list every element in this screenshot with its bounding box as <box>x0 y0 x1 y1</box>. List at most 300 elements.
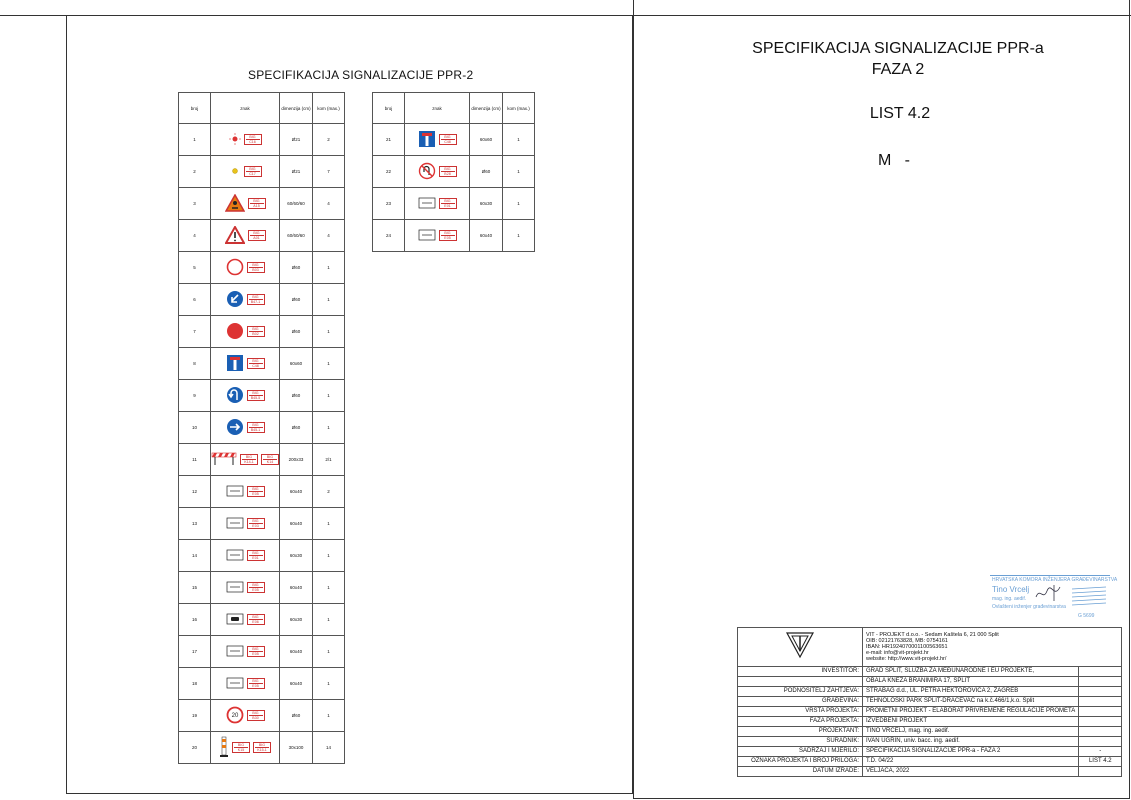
sign-code-prefix: BIG <box>252 615 259 619</box>
sign-code-tag <box>247 646 265 657</box>
title-block-row <box>738 737 1122 747</box>
header-sign: znak <box>211 93 280 124</box>
title-block-value: IZVEDBENI PROJEKT <box>863 717 1079 727</box>
sign-code-prefix: BIG <box>237 743 245 747</box>
row-number: 13 <box>179 508 211 540</box>
title-block-row <box>738 687 1122 697</box>
sign-cell <box>211 124 280 156</box>
stamp-chamber: HRVATSKA KOMORA INŽENJERA GRAĐEVINARSTVA <box>992 577 1118 583</box>
row-quantity: 1 <box>313 668 345 700</box>
sign-code-tag <box>247 582 265 593</box>
title-block-row <box>738 677 1122 687</box>
sign-code: B02 <box>249 331 263 336</box>
sign-code-prefix: BIG <box>444 231 451 235</box>
stamp-rule <box>990 575 1110 576</box>
row-dimension: 60x30 <box>280 604 313 636</box>
sign-code-prefix: BIG <box>252 679 259 683</box>
title-block-value: GRAD SPLIT, SLUŽBA ZA MEĐUNARODNE I EU PROJEKTE, <box>863 667 1079 677</box>
sign-code-tag <box>247 390 265 401</box>
row-number: 23 <box>373 188 405 220</box>
row-quantity: 1 <box>503 220 535 252</box>
row-quantity: 2 <box>313 476 345 508</box>
barrier-icon <box>211 452 237 467</box>
header-no: broj <box>373 93 405 124</box>
table-row <box>179 700 345 732</box>
stamp-title: mag. ing. aedif. <box>992 596 1027 602</box>
sign-code-tag <box>247 262 265 273</box>
row-number: 24 <box>373 220 405 252</box>
sign-code-prefix: BIG <box>252 583 259 587</box>
table-row <box>179 124 345 156</box>
title-block-extra <box>1079 667 1122 677</box>
company-logo-icon <box>784 630 816 660</box>
sheet-title-line2: FAZA 2 <box>871 61 925 78</box>
row-dimension: 60x40 <box>280 572 313 604</box>
title-block-label: PODNOSITELJ ZAHTJEVA: <box>738 687 863 697</box>
row-number: 4 <box>179 220 211 252</box>
spec-table-right <box>372 92 535 252</box>
row-number: 15 <box>179 572 211 604</box>
company-line: website: http://www.vit-projekt.hr/ <box>866 656 947 662</box>
row-dimension: 60x60 <box>280 348 313 380</box>
row-dimension: Ø60 <box>280 380 313 412</box>
sign-code-tag <box>439 134 457 145</box>
sign-code-tag <box>247 614 265 625</box>
sign-code: E05 <box>441 235 455 240</box>
row-quantity: 4 <box>313 220 345 252</box>
title-block-label: INVESTITOR: <box>738 667 863 677</box>
sign-code: A01 <box>250 235 264 240</box>
warning-triangle-icon <box>225 226 245 245</box>
sign-code-tag <box>439 198 457 209</box>
sign-code-prefix: BIG <box>252 359 259 363</box>
header-sign: znak <box>405 93 470 124</box>
company-line: VIT - PROJEKT d.o.o. - Sedam Kaštela 6, 21 000 Split <box>866 632 999 638</box>
sign-code-prefix: BIG <box>252 263 259 267</box>
dead-end-sign-icon <box>226 354 244 373</box>
row-dimension: Ø60 <box>280 700 313 732</box>
row-dimension: 60x40 <box>280 476 313 508</box>
right-arrow-circle-icon <box>226 418 244 437</box>
sign-code-tag <box>253 742 271 753</box>
sign-code-tag <box>439 230 457 241</box>
table-row <box>179 316 345 348</box>
title-block-value: SPECIFIKACIJA SIGNALIZACIJE PPR-a - FAZA 2 <box>863 747 1079 757</box>
table-row <box>179 540 345 572</box>
table-header-row <box>373 93 535 124</box>
supplement-plate-icon <box>226 677 244 690</box>
row-quantity: 1 <box>503 156 535 188</box>
sign-code-prefix: BIG <box>252 711 259 715</box>
table-row <box>179 732 345 764</box>
supplement-plate-icon <box>226 517 244 530</box>
sign-code-tag <box>439 166 457 177</box>
no-u-turn-icon <box>418 162 436 181</box>
row-dimension: 60x30 <box>470 188 503 220</box>
row-quantity: 1 <box>313 316 345 348</box>
bollard-icon <box>219 736 229 759</box>
row-quantity: 1 <box>503 124 535 156</box>
title-block-value: STRABAG d.d., UL. PETRA HEKTOROVIĆA 2, ZAGREB <box>863 687 1079 697</box>
keep-left-arrow-icon <box>226 290 244 309</box>
sign-code: K15 <box>234 747 248 752</box>
sign-code-prefix: BIG <box>252 423 259 427</box>
row-number: 6 <box>179 284 211 316</box>
sign-code: C17 <box>246 171 260 176</box>
left-sheet-frame <box>66 15 633 794</box>
row-number: 1 <box>179 124 211 156</box>
spec-table-left <box>178 92 345 764</box>
row-number: 9 <box>179 380 211 412</box>
sign-cell <box>211 156 280 188</box>
sign-cell <box>405 156 470 188</box>
row-quantity: 1 <box>313 252 345 284</box>
sign-code: E05 <box>249 651 263 656</box>
stamp-emblem-icon <box>1070 583 1108 611</box>
title-block-label: GRAĐEVINA: <box>738 697 863 707</box>
small-red-light-icon <box>229 133 241 146</box>
sign-code: C48 <box>441 139 455 144</box>
company-line: IBAN: HR1924070001100563651 <box>866 644 948 650</box>
sign-code: E05 <box>249 491 263 496</box>
sign-code: B03 <box>249 267 263 272</box>
dead-end-sign-icon <box>418 130 436 149</box>
table-title: SPECIFIKACIJA SIGNALIZACIJE PPR-2 <box>248 68 474 82</box>
row-dimension: 60/60/60 <box>280 188 313 220</box>
header-quantity: kom (max.) <box>503 93 535 124</box>
title-block-value: TEHNOLOŠKI PARK SPLIT-DRAČEVAC na k.č.466/1,k.o. Split <box>863 697 1079 707</box>
table-header-row <box>179 93 345 124</box>
sign-code-tag <box>247 294 265 305</box>
header-dimension: dimenzija (cm) <box>280 93 313 124</box>
table-row <box>373 220 535 252</box>
header-quantity: kom (max.) <box>313 93 345 124</box>
table-row <box>179 508 345 540</box>
company-row <box>738 628 1122 667</box>
title-block-row <box>738 667 1122 677</box>
row-number: 19 <box>179 700 211 732</box>
scale-label: M - <box>878 152 910 169</box>
sign-code: B45-1 <box>249 427 263 432</box>
sign-code-tag <box>247 326 265 337</box>
row-quantity: 1 <box>313 508 345 540</box>
sign-code: K14-1 <box>242 459 256 464</box>
sign-code-tag <box>247 358 265 369</box>
sign-code-prefix: BIG <box>252 391 259 395</box>
sign-code-prefix: BIG <box>252 551 259 555</box>
row-number: 22 <box>373 156 405 188</box>
title-block-extra: LIST 4.2 <box>1079 757 1122 767</box>
sign-cell <box>211 508 280 540</box>
title-block-extra <box>1079 707 1122 717</box>
supplement-plate-icon <box>418 229 436 242</box>
sign-code-prefix: BIG <box>245 455 253 459</box>
title-block-extra <box>1079 727 1122 737</box>
sign-cell <box>211 668 280 700</box>
company-line: e-mail: info@vit-projekt.hr <box>866 650 929 656</box>
row-dimension: 60x60 <box>470 124 503 156</box>
title-block <box>737 627 1122 777</box>
no-entry-circle-icon <box>226 258 244 277</box>
header-no: broj <box>179 93 211 124</box>
title-block-extra <box>1079 717 1122 727</box>
stop-circle-icon <box>226 322 244 341</box>
table-row <box>179 348 345 380</box>
row-quantity: 1 <box>313 572 345 604</box>
table-row <box>373 124 535 156</box>
sign-cell <box>211 636 280 668</box>
title-block-extra: - <box>1079 747 1122 757</box>
title-block-row <box>738 717 1122 727</box>
row-quantity: 1 <box>503 188 535 220</box>
sign-code: E05 <box>249 587 263 592</box>
sign-code: A15 <box>250 203 264 208</box>
u-turn-arrow-icon <box>226 386 244 405</box>
stamp-name: Tino Vrcelj <box>992 585 1030 594</box>
sign-code: B45-5 <box>249 395 263 400</box>
table-row <box>179 252 345 284</box>
sign-code-tag <box>247 710 265 721</box>
sign-code: E05 <box>249 683 263 688</box>
title-block-label: SURADNIK: <box>738 737 863 747</box>
roadworks-sign-icon <box>225 194 245 213</box>
title-block-value: IVAN UGRIN, univ. bacc. ing. aedif. <box>863 737 1079 747</box>
row-number: 2 <box>179 156 211 188</box>
title-block-row <box>738 767 1122 777</box>
sign-code-prefix: BIG <box>252 295 259 299</box>
table-row <box>179 668 345 700</box>
row-quantity: 1 <box>313 700 345 732</box>
title-block-value: OBALA KNEZA BRANIMIRA 17, SPLIT <box>863 677 1079 687</box>
table-row <box>179 412 345 444</box>
sign-code-prefix: BIG <box>249 135 256 139</box>
row-dimension: Ø60 <box>280 252 313 284</box>
sign-code-tag <box>248 198 266 209</box>
sign-code: C16 <box>246 139 260 144</box>
sign-code-prefix: BIG <box>444 199 451 203</box>
title-block-extra <box>1079 687 1122 697</box>
row-dimension: Ø60 <box>470 156 503 188</box>
stamp-authorized: Ovlašteni inženjer građevinarstva <box>992 604 1066 610</box>
title-block-value: TINO VRCELJ, mag. ing. aedif. <box>863 727 1079 737</box>
sign-cell <box>211 444 280 476</box>
table-row <box>373 188 535 220</box>
row-quantity: 1 <box>313 348 345 380</box>
sign-cell <box>211 540 280 572</box>
row-number: 20 <box>179 732 211 764</box>
row-number: 17 <box>179 636 211 668</box>
row-quantity: 2/1 <box>313 444 345 476</box>
row-quantity: 14 <box>313 732 345 764</box>
sheet-title <box>634 38 1131 80</box>
row-dimension: 60x30 <box>280 540 313 572</box>
sign-code-tag <box>247 422 265 433</box>
row-dimension: Ø60 <box>280 284 313 316</box>
row-quantity: 1 <box>313 284 345 316</box>
row-number: 14 <box>179 540 211 572</box>
title-block-row <box>738 707 1122 717</box>
row-dimension: Ø21 <box>280 124 313 156</box>
row-dimension: 30x100 <box>280 732 313 764</box>
row-number: 16 <box>179 604 211 636</box>
sign-code-prefix: BIG <box>252 647 259 651</box>
row-number: 5 <box>179 252 211 284</box>
row-dimension: Ø60 <box>280 412 313 444</box>
sign-code-tag <box>244 134 262 145</box>
table-row <box>179 188 345 220</box>
sign-code: K14 <box>263 459 277 464</box>
sign-code-prefix: BIG <box>266 455 274 459</box>
row-quantity: 1 <box>313 380 345 412</box>
sign-code-tag <box>244 166 262 177</box>
sign-code-prefix: BIG <box>258 743 266 747</box>
table-row <box>179 636 345 668</box>
row-dimension: 60x40 <box>280 668 313 700</box>
row-number: 3 <box>179 188 211 220</box>
title-block-extra <box>1079 677 1122 687</box>
supplement-plate-icon <box>226 485 244 498</box>
sign-cell <box>211 348 280 380</box>
table-row <box>179 444 345 476</box>
sign-code-prefix: BIG <box>444 167 451 171</box>
sign-code-tag <box>247 550 265 561</box>
sign-code: B47-1 <box>249 299 263 304</box>
row-dimension: 60x40 <box>280 508 313 540</box>
title-block-label: PROJEKTANT: <box>738 727 863 737</box>
row-number: 7 <box>179 316 211 348</box>
sign-cell <box>211 700 280 732</box>
sign-code: C48 <box>249 363 263 368</box>
row-number: 10 <box>179 412 211 444</box>
sign-code: B28 <box>441 171 455 176</box>
table-row <box>179 380 345 412</box>
engineer-stamp <box>990 575 1118 623</box>
sign-cell <box>211 572 280 604</box>
sign-code-prefix: BIG <box>252 519 259 523</box>
title-block-extra <box>1079 697 1122 707</box>
row-quantity: 1 <box>313 412 345 444</box>
row-quantity: 7 <box>313 156 345 188</box>
sign-cell <box>211 220 280 252</box>
sign-code-prefix: BIG <box>253 199 260 203</box>
row-quantity: 2 <box>313 124 345 156</box>
row-quantity: 4 <box>313 188 345 220</box>
sign-cell <box>211 412 280 444</box>
row-dimension: 60x40 <box>470 220 503 252</box>
header-dimension: dimenzija (cm) <box>470 93 503 124</box>
sign-cell <box>211 284 280 316</box>
sign-code-tag <box>247 678 265 689</box>
row-dimension: 60x40 <box>280 636 313 668</box>
sign-cell <box>211 316 280 348</box>
sign-cell <box>211 604 280 636</box>
title-block-row <box>738 727 1122 737</box>
row-number: 21 <box>373 124 405 156</box>
table-row <box>179 476 345 508</box>
sheet-number: LIST 4.2 <box>869 105 931 122</box>
title-block-row <box>738 697 1122 707</box>
stamp-number: G 5699 <box>1078 613 1095 619</box>
sheet-title-line1: SPECIFIKACIJA SIGNALIZACIJE PPR-a <box>752 40 1044 57</box>
title-block-label: VRSTA PROJEKTA: <box>738 707 863 717</box>
sign-code: E03 <box>249 523 263 528</box>
sign-cell <box>211 252 280 284</box>
table-row <box>179 604 345 636</box>
row-dimension: Ø21 <box>280 156 313 188</box>
title-block-label <box>738 677 863 687</box>
table-row <box>179 284 345 316</box>
sign-cell <box>211 188 280 220</box>
sign-cell <box>405 220 470 252</box>
row-dimension: 60/60/60 <box>280 220 313 252</box>
supplement-plate-icon <box>226 645 244 658</box>
signature-icon <box>1034 583 1062 603</box>
row-number: 12 <box>179 476 211 508</box>
title-block-label: OZNAKA PROJEKTA I BROJ PRILOGA: <box>738 757 863 767</box>
supplement-plate-icon <box>226 549 244 562</box>
sign-code-tag <box>248 230 266 241</box>
sign-code-tag <box>240 454 258 465</box>
sign-code: E01 <box>441 203 455 208</box>
small-yellow-light-icon <box>229 165 241 178</box>
title-block-extra <box>1079 767 1122 777</box>
sign-code: B30 <box>249 715 263 720</box>
car-plate-icon <box>226 613 244 626</box>
title-block-row <box>738 757 1122 767</box>
supplement-plate-icon <box>226 581 244 594</box>
table-row <box>179 572 345 604</box>
sign-code-prefix: BIG <box>249 167 256 171</box>
title-block-value: VELJAČA, 2022 <box>863 767 1079 777</box>
sign-code-prefix: BIG <box>253 231 260 235</box>
sign-code-tag <box>261 454 279 465</box>
title-block-label: SADRŽAJ I MJERILO: <box>738 747 863 757</box>
title-block-value: T.D. 04/22 <box>863 757 1079 767</box>
table-row <box>179 156 345 188</box>
company-line: OIB: 02121763828, MB: 0754161 <box>866 638 948 644</box>
company-logo-cell <box>738 628 863 667</box>
row-number: 18 <box>179 668 211 700</box>
sign-code-prefix: BIG <box>252 327 259 331</box>
row-dimension: 200x33 <box>280 444 313 476</box>
sign-code-tag <box>232 742 250 753</box>
title-block-label: DATUM IZRADE: <box>738 767 863 777</box>
sign-cell <box>211 380 280 412</box>
sign-code: K15-1 <box>255 747 269 752</box>
row-number: 11 <box>179 444 211 476</box>
sign-cell <box>211 476 280 508</box>
title-block-label: FAZA PROJEKTA: <box>738 717 863 727</box>
row-quantity: 1 <box>313 540 345 572</box>
svg-text:20: 20 <box>231 713 238 719</box>
sign-code-tag <box>247 486 265 497</box>
company-info <box>863 628 1122 667</box>
sign-code: E06 <box>249 619 263 624</box>
sign-cell <box>405 124 470 156</box>
supplement-plate-icon <box>418 197 436 210</box>
sign-code-prefix: BIG <box>444 135 451 139</box>
row-quantity: 1 <box>313 604 345 636</box>
sign-code-tag <box>247 518 265 529</box>
title-block-row <box>738 747 1122 757</box>
row-quantity: 1 <box>313 636 345 668</box>
table-row <box>179 220 345 252</box>
sign-cell <box>211 732 280 764</box>
row-dimension: Ø60 <box>280 316 313 348</box>
table-row <box>373 156 535 188</box>
row-number: 8 <box>179 348 211 380</box>
speed-limit-icon <box>226 706 244 725</box>
